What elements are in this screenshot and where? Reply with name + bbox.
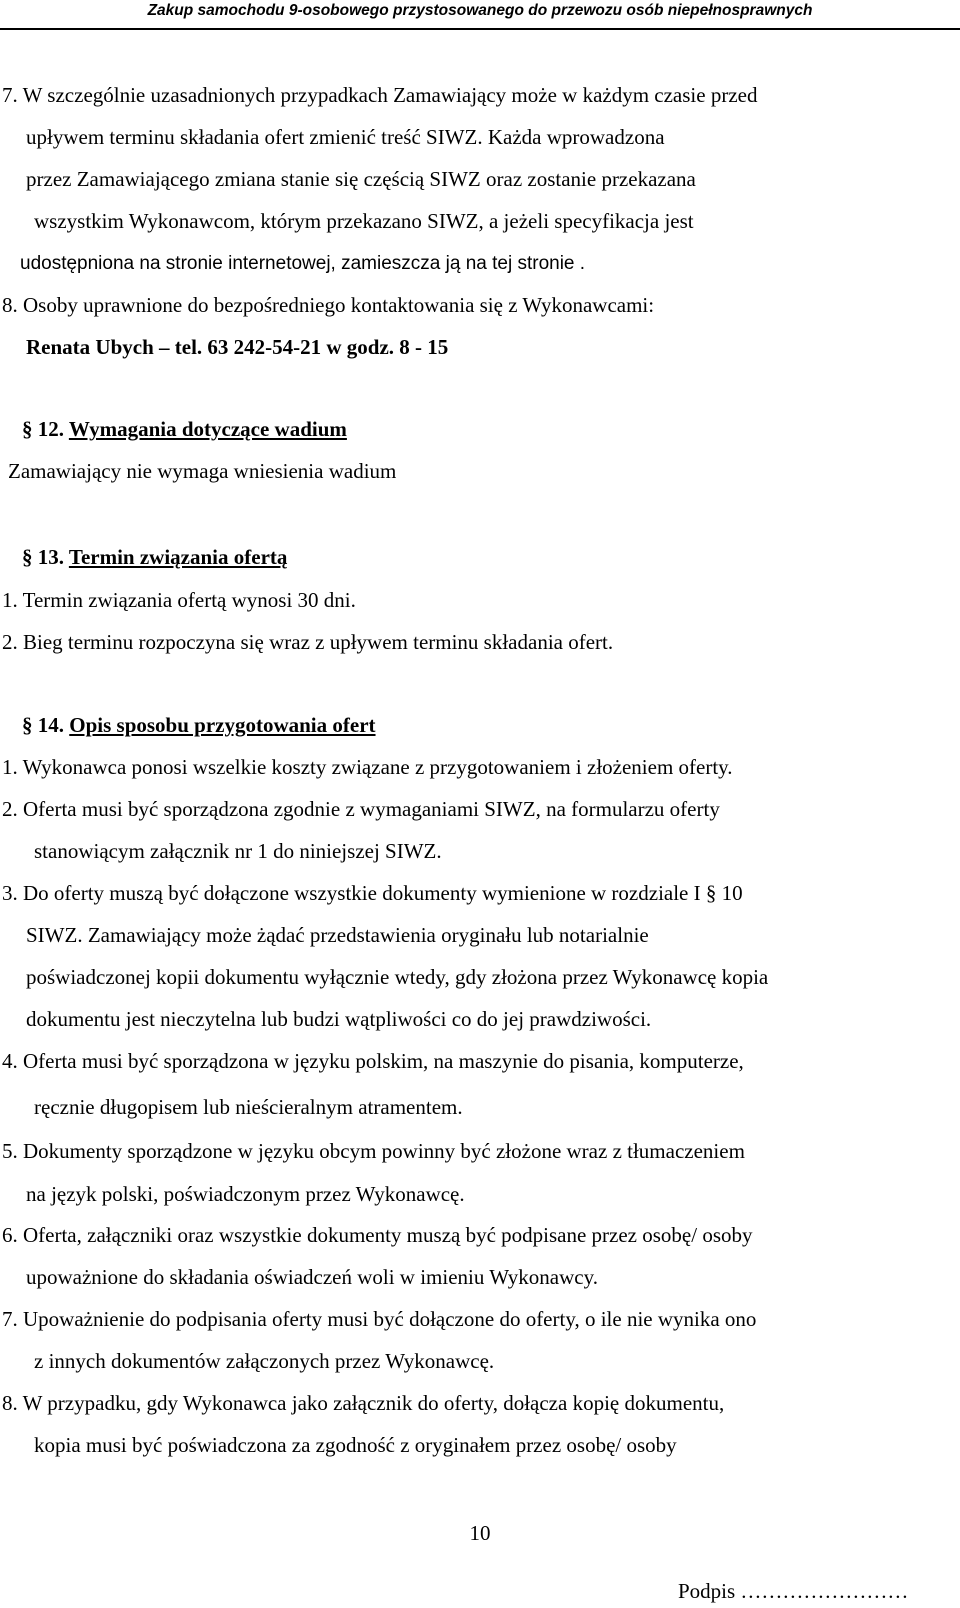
item8-contact: Renata Ubych – tel. 63 242-54-21 w godz. 8 - 15 xyxy=(26,335,449,359)
section14-line: na język polski, poświadczonym przez Wykonawcę. xyxy=(26,1182,465,1206)
section14-line: 5. Dokumenty sporządzone w języku obcym powinny być złożone wraz z tłumaczeniem xyxy=(2,1139,745,1163)
section14-line: 3. Do oferty muszą być dołączone wszystkie dokumenty wymienione w rozdziale I § 10 xyxy=(2,881,743,905)
section12-title: Wymagania dotyczące wadium xyxy=(68,417,347,441)
signature-line: Podpis …………………… xyxy=(678,1579,909,1603)
item7-line: wszystkim Wykonawcom, którym przekazano SIWZ, a jeżeli specyfikacja jest xyxy=(34,209,694,233)
section14-number: § 14. xyxy=(22,713,64,737)
section14-line: upoważnione do składania oświadczeń woli w imieniu Wykonawcy. xyxy=(26,1265,599,1289)
section13-title: Termin związania ofertą xyxy=(68,545,288,569)
section13-item: 2. Bieg terminu rozpoczyna się wraz z upływem terminu składania ofert. xyxy=(2,630,614,654)
section14-line: z innych dokumentów załączonych przez Wykonawcę. xyxy=(34,1349,495,1373)
section13-number: § 13. xyxy=(22,545,64,569)
section14-line: dokumentu jest nieczytelna lub budzi wątpliwości co do jej prawdziwości. xyxy=(26,1007,652,1031)
item7-line: udostępniona na stronie internetowej, zamieszcza ją na tej stronie . xyxy=(20,253,586,274)
section14-line: ręcznie długopisem lub nieścieralnym atramentem. xyxy=(34,1095,463,1119)
section12-number: § 12. xyxy=(22,417,64,441)
header-divider xyxy=(0,28,960,30)
item7-line: przez Zamawiającego zmiana stanie się częścią SIWZ oraz zostanie przekazana xyxy=(26,167,696,191)
item8-text: 8. Osoby uprawnione do bezpośredniego kontaktowania się z Wykonawcami: xyxy=(2,293,655,317)
section13-heading xyxy=(22,544,287,570)
page-number: 10 xyxy=(469,1521,491,1545)
section14-line: SIWZ. Zamawiający może żądać przedstawienia oryginału lub notarialnie xyxy=(26,923,649,947)
section14-line: 2. Oferta musi być sporządzona zgodnie z wymaganiami SIWZ, na formularzu oferty xyxy=(2,797,720,821)
section12-text: Zamawiający nie wymaga wniesienia wadium xyxy=(8,459,397,483)
section14-line: 1. Wykonawca ponosi wszelkie koszty związane z przygotowaniem i złożeniem oferty. xyxy=(2,755,733,779)
section13-item: 1. Termin związania ofertą wynosi 30 dni. xyxy=(2,588,356,612)
item7-line: upływem terminu składania ofert zmienić treść SIWZ. Każda wprowadzona xyxy=(26,125,665,149)
section12-heading xyxy=(22,416,347,442)
section14-line: poświadczonej kopii dokumentu wyłącznie wtedy, gdy złożona przez Wykonawcę kopia xyxy=(26,965,769,989)
section14-line: 7. Upoważnienie do podpisania oferty musi być dołączone do oferty, o ile nie wynika ono xyxy=(2,1307,757,1331)
section14-line: 8. W przypadku, gdy Wykonawca jako załącznik do oferty, dołącza kopię dokumentu, xyxy=(2,1391,725,1415)
page-header: Zakup samochodu 9-osobowego przystosowanego do przewozu osób niepełnosprawnych xyxy=(147,2,813,19)
section14-line: kopia musi być poświadczona za zgodność z oryginałem przez osobę/ osoby xyxy=(34,1433,677,1457)
section14-line: stanowiącym załącznik nr 1 do niniejszej SIWZ. xyxy=(34,839,442,863)
section14-heading xyxy=(22,712,376,738)
section14-line: 6. Oferta, załączniki oraz wszystkie dokumenty muszą być podpisane przez osobę/ osoby xyxy=(2,1223,753,1247)
section14-line: 4. Oferta musi być sporządzona w języku polskim, na maszynie do pisania, komputerze, xyxy=(2,1049,744,1073)
item7-line: 7. W szczególnie uzasadnionych przypadkach Zamawiający może w każdym czasie przed xyxy=(2,83,758,107)
section14-title: Opis sposobu przygotowania ofert xyxy=(69,713,376,737)
